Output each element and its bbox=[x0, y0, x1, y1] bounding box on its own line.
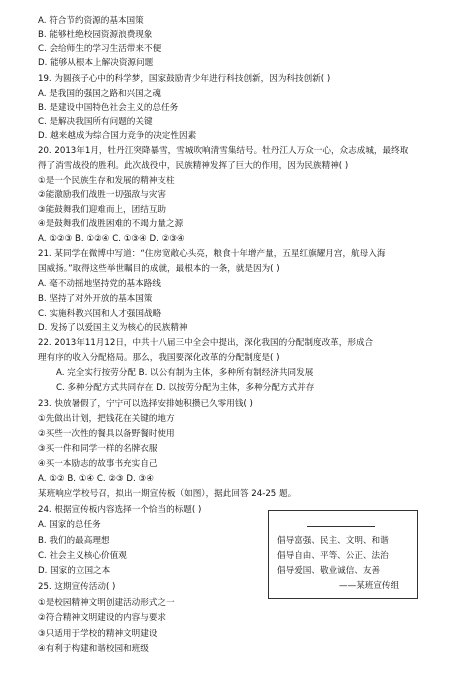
q20-item-4: ④是鼓舞我们战胜困难的不竭力量之源 bbox=[38, 219, 184, 229]
q18-option-c: C. 会给师生的学习生活带来不便 bbox=[38, 44, 162, 54]
q21-stem-line1: 21. 某同学在微博中写道：“住房宽敞心头亮，粮食十年增产量，五星红旗耀月宫，航母入海 bbox=[38, 249, 386, 259]
q19-stem: 19. 为圆孩子心中的科学梦，国家鼓励青少年进行科技创新，因为科技创新( ) bbox=[38, 74, 331, 84]
q24-option-c: C. 社会主义核心价值观 bbox=[38, 551, 127, 561]
q25-item-4: ④有利于构建和谐校园和班级 bbox=[38, 644, 149, 654]
q22-stem-line1: 22. 2013年11月12日，中共十八届三中全会中提出，深化我国的分配制度改革，形成合 bbox=[38, 338, 374, 348]
q20-options: A. ①②③ B. ①②④ C. ①③④ D. ②③④ bbox=[38, 234, 185, 244]
q20-stem-line1: 20. 2013年1月，牡丹江突降暴雪，雪城吹响清雪集结号。牡丹江人万众一心，众志成城，最终取 bbox=[38, 146, 409, 156]
q23-item-1: ①先做出计划，把钱花在关键的地方 bbox=[38, 414, 175, 424]
q25-stem: 25. 这期宣传活动( ) bbox=[38, 582, 116, 592]
q24-option-b: B. 我们的最高理想 bbox=[38, 536, 110, 546]
q20-item-1: ①是一个民族生存和发展的精神支柱 bbox=[38, 176, 175, 186]
q21-option-b: B. 坚持了对外开放的基本国策 bbox=[38, 294, 153, 304]
q18-option-d: D. 能够从根本上解决资源问题 bbox=[38, 58, 154, 68]
q23-item-2: ②买些一次性的餐具以备野餐时使用 bbox=[38, 429, 175, 439]
q20-item-3: ③能鼓舞我们迎难而上，团结互助 bbox=[38, 205, 167, 215]
q24-stem: 24. 根据宣传板内容选择一个恰当的标题( ) bbox=[38, 505, 202, 515]
q24-option-d: D. 国家的立国之本 bbox=[38, 566, 111, 576]
q25-item-2: ②符合精神文明建设的内容与要求 bbox=[38, 613, 167, 623]
q22-options-ab: A. 完全实行按劳分配 B. 以公有制为主体，多种所有制经济共同发展 bbox=[56, 368, 314, 378]
q20-item-2: ②能激励我们战胜一切强敌与灾害 bbox=[38, 190, 167, 200]
q23-item-3: ③买一件和同学一样的名牌衣服 bbox=[38, 444, 158, 454]
q25-item-3: ③只适用于学校的精神文明建设 bbox=[38, 629, 158, 639]
q21-option-c: C. 实施科教兴国和人才强国战略 bbox=[38, 309, 162, 319]
board-line-3: 倡导爱国、敬业诚信、友善 bbox=[277, 566, 381, 576]
q21-option-d: D. 发扬了以爱国主义为核心的民族精神 bbox=[38, 323, 188, 333]
q20-stem-line2: 得了消雪战役的胜利。此次战役中，民族精神发挥了巨大的作用，因为民族精神( ) bbox=[38, 161, 349, 171]
q23-options: A. ①② B. ①④ C. ②③ D. ③④ bbox=[38, 474, 154, 484]
q24-option-a: A. 国家的总任务 bbox=[38, 520, 101, 530]
q21-option-a: A. 毫不动摇地坚持党的基本路线 bbox=[38, 279, 161, 289]
q19-option-d: D. 越来越成为综合国力竞争的决定性因素 bbox=[38, 131, 197, 141]
propaganda-board bbox=[268, 510, 418, 599]
q18-option-a: A. 符合节约资源的基本国策 bbox=[38, 16, 144, 26]
q25-item-1: ①是校园精神文明创建活动形式之一 bbox=[38, 598, 175, 608]
q23-stem: 23. 快放暑假了，宁宁可以选择安排她积攒已久零用钱( ) bbox=[38, 399, 253, 409]
board-line-2: 倡导自由、平等、公正、法治 bbox=[277, 551, 389, 561]
board-signature: ——某班宣传组 bbox=[339, 581, 400, 591]
q21-stem-line2: 国威扬。”取得这些举世瞩目的成就，最根本的一条，就是因为( ) bbox=[38, 264, 280, 274]
material-intro: 某班响应学校号召，拟出一期宣传板（如图），据此回答 24-25 题。 bbox=[38, 489, 297, 499]
q22-stem-line2: 理有序的收入分配格局。那么，我国要深化改革的分配制度是( ) bbox=[38, 353, 280, 363]
q19-option-a: A. 是我国的强国之路和兴国之魂 bbox=[38, 89, 161, 99]
q22-options-cd: C. 多种分配方式共同存在 D. 以按劳分配为主体，多种分配方式并存 bbox=[56, 383, 315, 393]
q23-item-4: ④买一本励志的故事书充实自己 bbox=[38, 459, 158, 469]
board-line-1: 倡导富强、民主、文明、和谐 bbox=[277, 536, 389, 546]
board-title-line bbox=[307, 526, 375, 527]
q19-option-c: C. 是解决我国所有问题的关键 bbox=[38, 117, 153, 127]
q19-option-b: B. 是建设中国特色社会主义的总任务 bbox=[38, 103, 179, 113]
q18-option-b: B. 能够杜绝校园资源浪费现象 bbox=[38, 30, 153, 40]
